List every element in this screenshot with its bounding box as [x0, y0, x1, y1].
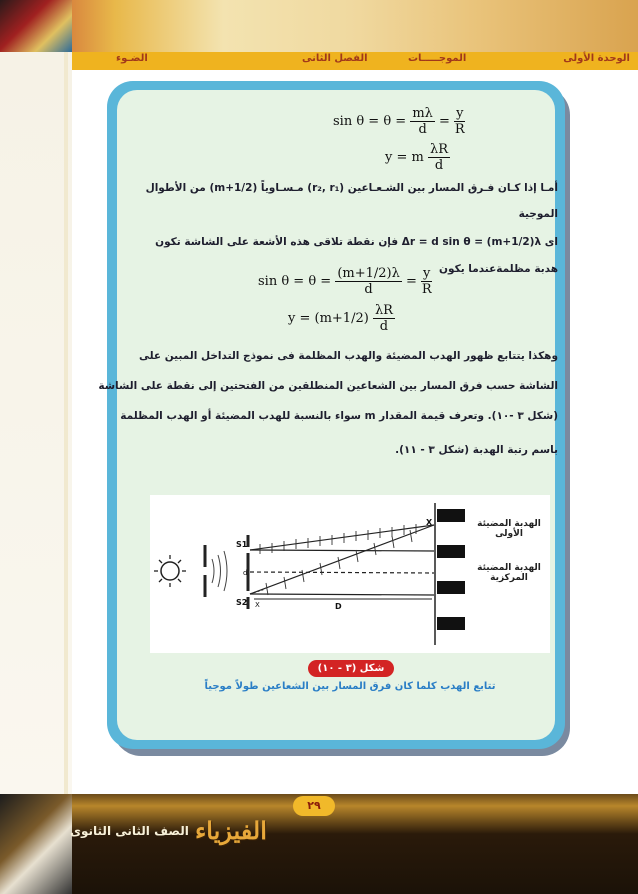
page-number: ٢٩ — [293, 796, 335, 816]
label-s2: S2 — [236, 598, 248, 607]
header-unit: الوحدة الأولى — [563, 53, 630, 64]
paragraph-line: اى Δr = d sin θ = (m+1/2)λ فإن نقطة تلاقى هذه الأشعة على الشاشة تكون — [155, 236, 558, 248]
paragraph-line: هدبة مظلمةعندما يكون — [439, 263, 558, 275]
equation-2: y = m $\frac{\lambda R}{d}$ — [385, 142, 449, 173]
header-topic: الضـوء — [116, 53, 148, 64]
header-waves: الموجـــــات — [408, 53, 467, 64]
equation-3: sin θ = θ = $\frac{(m+1/2)\lambda}{d}$ = $\frac{y}{R}$ — [258, 266, 432, 297]
paragraph-line: (شكل ٣ -١٠). وتعرف قيمة المقدار m سواء بالنسبة للهدب المضيئة أو الهدب المظلمة — [120, 410, 558, 422]
figure-number-badge: شكل (٣ - ١٠) — [308, 660, 394, 677]
top-banner — [0, 0, 638, 52]
banner-decoration — [0, 0, 72, 52]
wavefronts — [212, 551, 227, 591]
rays — [250, 525, 434, 595]
paragraph-line: الشاشة حسب فرق المسار بين الشعاعين المنطلقين من الفتحتين إلى نقطة على الشاشة — [98, 380, 558, 392]
label-small-d: d — [243, 569, 248, 577]
sun-icon — [154, 555, 186, 587]
label-x-top: X — [426, 518, 433, 527]
left-margin-strip — [0, 52, 72, 794]
ray-ticks — [260, 524, 416, 595]
book-title: الفيزياء — [195, 816, 267, 845]
equation-1: sin θ = θ = $\frac{m\lambda}{d}$ = $\frac{y}{R}$ — [333, 106, 465, 137]
chapter-bar — [72, 52, 638, 70]
label-D: D — [335, 602, 342, 611]
interference-figure — [150, 495, 550, 653]
label-x-bottom: X — [255, 601, 260, 609]
label-central-bright: الهدبة المضيئة المركزية — [477, 563, 541, 583]
label-s1: S1 — [236, 540, 248, 549]
equation-4: y = (m+1/2) $\frac{\lambda R}{d}$ — [288, 303, 393, 334]
paragraph-line: وهكذا يتتابع ظهور الهدب المضيئة والهدب المظلمة فى نموذج التداخل المبين على — [138, 350, 558, 362]
paragraph-line: أمـا إذا كـان فـرق المسار بين الشـعـاعين (r₂, r₁) مـسـاوياً (m+1/2) من الأطوال — [145, 182, 558, 194]
fringes — [437, 509, 465, 630]
footer-decoration — [0, 794, 72, 894]
book-grade: الصف الثانى الثانوى — [70, 824, 189, 838]
paragraph-line: الموجية — [518, 208, 558, 220]
figure-caption: تتابع الهدب كلما كان فرق المسار بين الشعاعين طولاً موجياً — [204, 681, 496, 692]
label-first-bright: الهدبة المضيئة الأولى — [477, 519, 541, 539]
paragraph-line: باسم رتبة الهدبة (شكل ٣ - ١١). — [395, 444, 558, 456]
header-chapter: الفصل الثانى — [302, 53, 368, 64]
